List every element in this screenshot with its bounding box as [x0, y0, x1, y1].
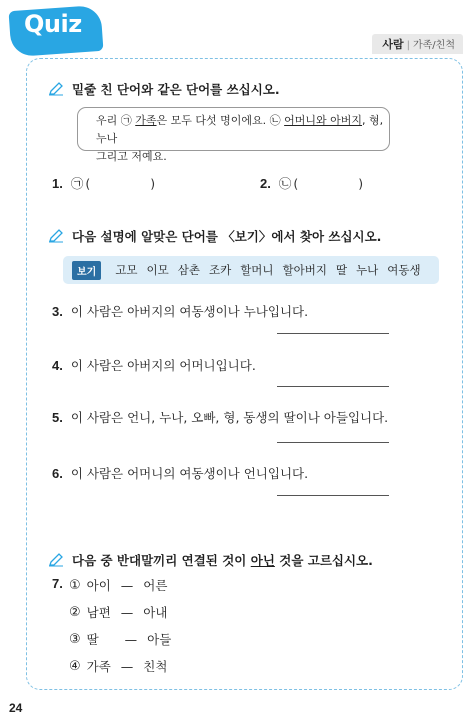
bogi-word: 할머니 — [240, 263, 274, 277]
question-1 — [52, 174, 155, 192]
instruction-3-part: 다음 중 반대말끼리 연결된 것이 — [72, 553, 251, 568]
option-dash: — — [120, 605, 134, 620]
answer-line-6[interactable] — [277, 495, 389, 496]
bogi-label: 보기 — [72, 261, 101, 280]
question-6 — [52, 464, 308, 482]
question-number: 1. — [52, 175, 63, 191]
question-number: 6. — [52, 465, 63, 481]
question-2 — [260, 174, 363, 192]
answer-line-5[interactable] — [277, 442, 389, 443]
question-3 — [52, 302, 308, 320]
passage-text: , 형, 누나 — [96, 114, 384, 145]
passage-box — [77, 107, 390, 163]
instruction-1 — [48, 80, 280, 98]
answer-line-3[interactable] — [277, 333, 389, 334]
mark-b: ㉡ — [269, 114, 281, 127]
option-right: 아내 — [143, 605, 168, 620]
answer-line-4[interactable] — [277, 386, 389, 387]
instruction-1-text: 밑줄 친 단어와 같은 단어를 쓰십시오. — [72, 82, 280, 97]
question-text: 이 사람은 언니, 누나, 오빠, 형, 동생의 딸이나 아들입니다. — [70, 410, 389, 425]
mark-b: ㉡ — [278, 176, 292, 191]
bogi-word: 할아버지 — [282, 263, 327, 277]
instruction-3-underlined: 아닌 — [250, 553, 275, 568]
option-left: 남편 — [86, 605, 111, 620]
bogi-word: 누나 — [356, 263, 379, 277]
question-number: 2. — [260, 175, 271, 191]
option-dash: — — [120, 659, 134, 674]
option-3[interactable] — [69, 630, 171, 648]
mark-a: ㉠ — [70, 176, 84, 191]
bogi-word: 고모 — [115, 263, 138, 277]
topic-main: 사람 — [382, 38, 404, 51]
page-number: 24 — [9, 701, 23, 715]
question-5 — [52, 408, 388, 426]
mark-a: ㉠ — [120, 114, 132, 127]
bogi-word: 딸 — [335, 263, 348, 277]
pencil-icon — [48, 82, 64, 96]
option-mark: ③ — [69, 632, 81, 647]
option-dash: — — [120, 578, 134, 593]
bogi-word: 조카 — [208, 263, 232, 277]
instruction-2 — [48, 227, 381, 245]
passage-line-2: 그리고 저예요. — [96, 150, 167, 163]
paren-open: ( — [85, 175, 91, 191]
underlined-word-b: 어머니와 아버지 — [284, 114, 363, 127]
topic-sub: 가족/친척 — [412, 40, 455, 51]
passage-text: 은 모두 다섯 명이에요. — [156, 114, 270, 127]
question-number: 5. — [52, 409, 63, 425]
instruction-3 — [48, 551, 373, 569]
question-text: 이 사람은 아버지의 어머니입니다. — [70, 358, 256, 373]
option-2[interactable] — [69, 603, 167, 621]
option-1[interactable] — [69, 576, 167, 594]
question-number: 4. — [52, 357, 63, 373]
option-left: 가족 — [86, 659, 111, 674]
pencil-icon — [48, 553, 64, 567]
option-mark: ② — [69, 605, 81, 620]
option-right: 친척 — [143, 659, 168, 674]
option-4[interactable] — [69, 657, 167, 675]
content-frame — [26, 58, 463, 690]
option-left: 아이 — [86, 578, 111, 593]
question-text: 이 사람은 어머니의 여동생이나 언니입니다. — [70, 466, 309, 481]
topic-tag — [372, 34, 463, 54]
topic-separator: | — [406, 40, 410, 51]
bogi-word: 삼촌 — [177, 263, 200, 277]
pencil-icon — [48, 229, 64, 243]
paren-close: ) — [358, 175, 364, 191]
underlined-word-a: 가족 — [135, 114, 157, 127]
question-number: 7. — [52, 576, 63, 591]
instruction-3-text — [72, 551, 373, 569]
instruction-3-part: 것을 고르십시오. — [274, 553, 373, 568]
bogi-box — [63, 256, 439, 284]
paren-close: ) — [150, 175, 156, 191]
option-right: 어른 — [143, 578, 168, 593]
paren-open: ( — [293, 175, 299, 191]
option-mark: ① — [69, 578, 81, 593]
question-number: 3. — [52, 303, 63, 319]
instruction-2-text: 다음 설명에 알맞은 단어를 〈보기〉에서 찾아 쓰십시오. — [72, 229, 382, 244]
option-left: 딸 — [86, 632, 99, 647]
bogi-word: 이모 — [146, 263, 169, 277]
option-mark: ④ — [69, 659, 81, 674]
option-dash: — — [124, 632, 138, 647]
quiz-title: Quiz — [24, 10, 82, 38]
question-4 — [52, 356, 256, 374]
bogi-word: 여동생 — [387, 263, 421, 277]
question-text: 이 사람은 아버지의 여동생이나 누나입니다. — [70, 304, 309, 319]
passage-text: 우리 — [96, 114, 121, 127]
option-right: 아들 — [147, 632, 172, 647]
